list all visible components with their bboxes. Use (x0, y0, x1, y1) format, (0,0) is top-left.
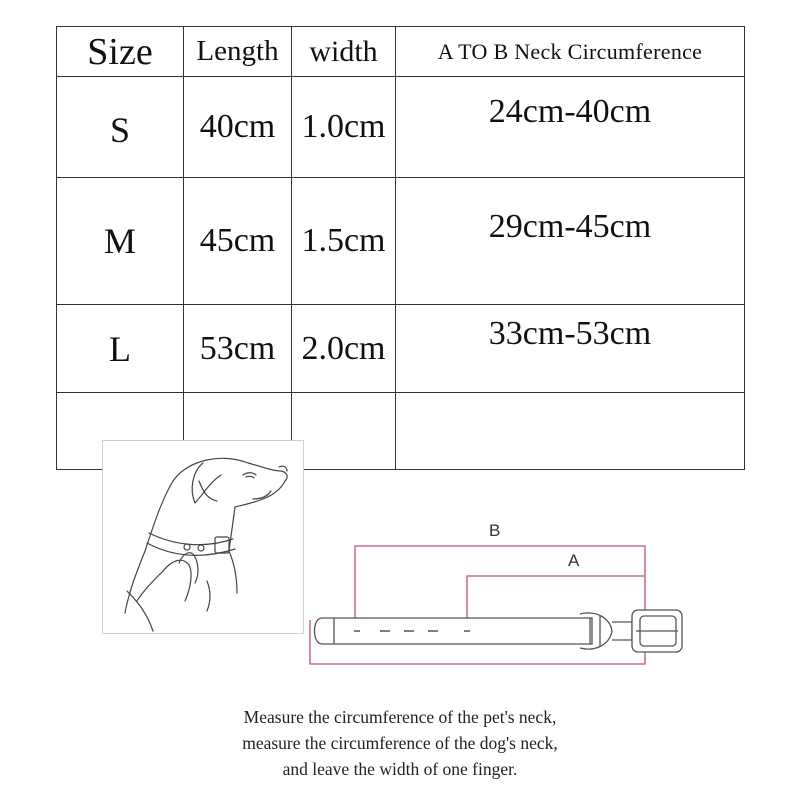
empty-cell (396, 393, 745, 470)
collar-on-dog-sketch (147, 533, 235, 555)
length-cell: 40cm (184, 77, 292, 178)
measure-line-a (467, 576, 645, 620)
header-neck-circumference: A TO B Neck Circumference (396, 27, 745, 77)
size-cell: M (57, 178, 184, 305)
width-cell: 1.0cm (292, 77, 396, 178)
collar-measurement-diagram (300, 510, 700, 670)
collar-buckle (612, 610, 682, 652)
dog-neck-illustration (102, 440, 304, 634)
table-row (57, 305, 745, 393)
length-cell: 53cm (184, 305, 292, 393)
table-row (57, 77, 745, 178)
width-cell: 1.5cm (292, 178, 396, 305)
size-cell: S (57, 77, 184, 178)
measurement-instructions (140, 704, 660, 782)
neck-cell: 33cm-53cm (396, 305, 745, 393)
header-width: width (292, 27, 396, 77)
neck-cell: 29cm-45cm (396, 178, 745, 305)
empty-cell (292, 393, 396, 470)
dimension-label-a: A (568, 551, 580, 570)
dog-head-sketch (125, 458, 287, 613)
table-row (57, 178, 745, 305)
size-cell: L (57, 305, 184, 393)
length-cell: 45cm (184, 178, 292, 305)
caption-line: and leave the width of one finger. (282, 759, 518, 779)
header-size: Size (57, 27, 184, 77)
neck-cell: 24cm-40cm (396, 77, 745, 178)
measure-line-b (355, 546, 645, 620)
size-chart-table (56, 26, 745, 470)
width-cell: 2.0cm (292, 305, 396, 393)
dimension-label-b: B (489, 521, 501, 540)
collar-strap (315, 618, 593, 644)
caption-line: measure the circumference of the dog's neck, (242, 733, 558, 753)
table-header-row (57, 27, 745, 77)
caption-line: Measure the circumference of the pet's neck, (243, 707, 557, 727)
header-length: Length (184, 27, 292, 77)
